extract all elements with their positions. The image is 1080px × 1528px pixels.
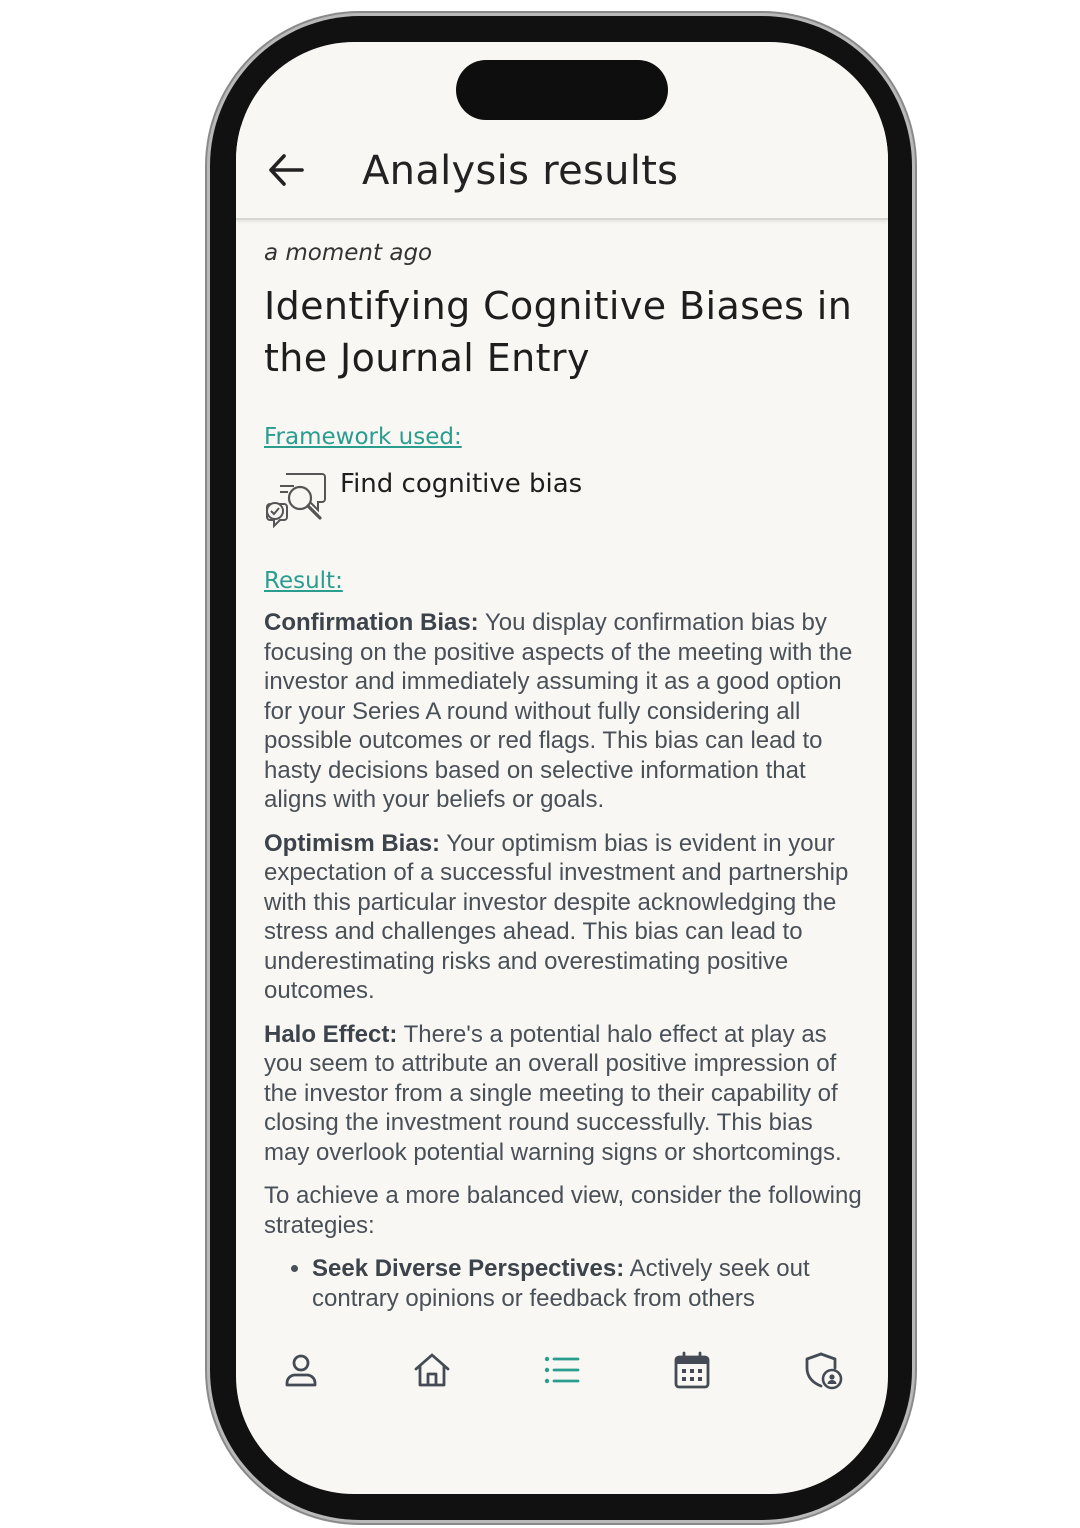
strategies-list xyxy=(264,1254,864,1313)
back-button[interactable] xyxy=(262,146,310,194)
list-item xyxy=(312,1254,864,1313)
bottom-nav xyxy=(236,1342,888,1398)
user-icon xyxy=(281,1350,321,1390)
framework-row xyxy=(264,466,864,528)
calendar-icon xyxy=(672,1350,712,1390)
nav-item-calendar[interactable] xyxy=(662,1344,722,1396)
home-icon xyxy=(412,1350,452,1390)
screen xyxy=(236,42,888,1494)
bias-text: Your optimism bias is evident in your expectation of a successful investment and partnership with this particular investor despite acknowledging the stress and challenges ahead. This bias can lead to underestimating risks and overestimating positive outcomes. xyxy=(264,829,849,1004)
result-label[interactable]: Result: xyxy=(264,568,343,594)
bias-name: Confirmation Bias: xyxy=(264,609,479,636)
framework-name: Find cognitive bias xyxy=(340,469,583,499)
nav-item-profile[interactable] xyxy=(271,1344,331,1396)
dynamic-island xyxy=(456,60,668,120)
arrow-left-icon xyxy=(266,150,306,190)
strategies-intro: To achieve a more balanced view, consider the following strategies: xyxy=(264,1182,862,1239)
nav-item-privacy[interactable] xyxy=(793,1344,853,1396)
search-bias-icon xyxy=(264,466,330,528)
timestamp: a moment ago xyxy=(264,240,433,266)
bias-paragraph xyxy=(264,829,864,1006)
bias-paragraph xyxy=(264,608,864,815)
framework-label[interactable]: Framework used: xyxy=(264,424,462,450)
bias-paragraph xyxy=(264,1020,864,1168)
list-icon xyxy=(542,1350,582,1390)
analysis-content[interactable] xyxy=(264,238,864,1318)
bias-text: You display confirmation bias by focusing on the positive aspects of the meeting with the investor and immediately assuming it as a good option for your Series A round without fully considering all possible outcomes or red flags. This bias can lead to hasty decisions based on selective information that aligns with your beliefs or goals. xyxy=(264,609,853,813)
bias-text: There's a potential halo effect at play as you seem to attribute an overall positive impression of the investor from a single meeting to their capability of closing the investment round successfully. This bias may overlook potential warning signs or shortcomings. xyxy=(264,1020,842,1166)
nav-item-list[interactable] xyxy=(532,1344,592,1396)
strategy-text: Actively seek out contrary opinions or feedback from others xyxy=(312,1255,810,1312)
shield-user-icon xyxy=(803,1350,843,1390)
entry-title: Identifying Cognitive Biases in the Journal Entry xyxy=(264,284,853,380)
bias-name: Optimism Bias: xyxy=(264,829,441,857)
top-app-bar xyxy=(236,126,888,220)
nav-item-home[interactable] xyxy=(402,1344,462,1396)
bias-name: Halo Effect: xyxy=(264,1020,398,1048)
page-title: Analysis results xyxy=(362,148,679,194)
strategy-name: Seek Diverse Perspectives: xyxy=(312,1255,625,1282)
